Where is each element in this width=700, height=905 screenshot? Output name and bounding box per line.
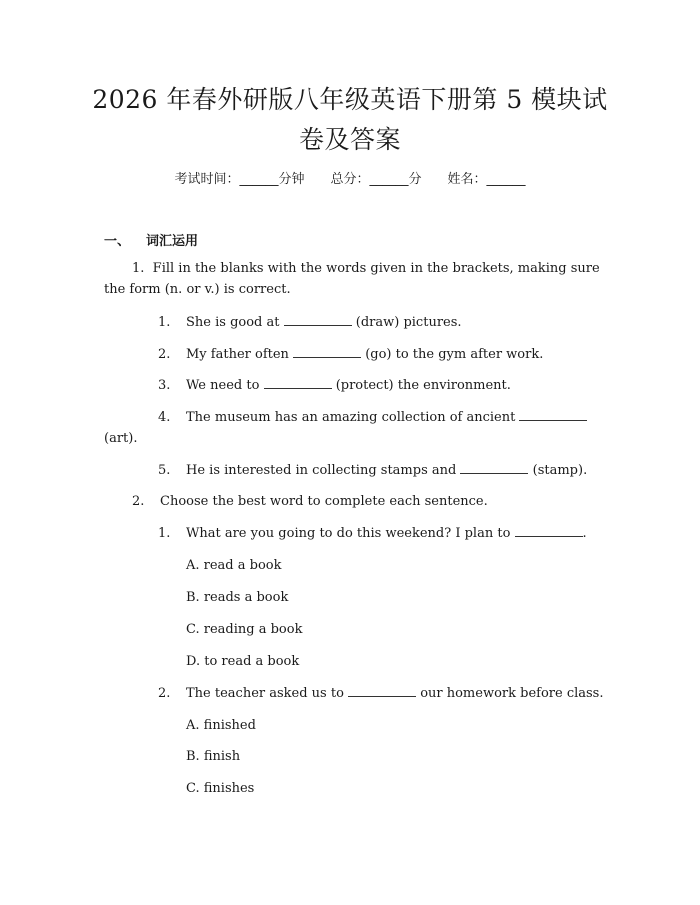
section-title: 词汇运用: [146, 234, 199, 249]
item-text-before: What are you going to do this weekend? I plan to: [186, 526, 511, 541]
q1-item-5: [158, 460, 587, 481]
q1-item-4: [158, 407, 587, 428]
time-label: 考试时间：: [174, 172, 240, 187]
score-label: 总分：: [330, 172, 370, 187]
item-text-before: The teacher asked us to: [186, 686, 344, 701]
title-line-1: 2026 年春外研版八年级英语下册第 5 模块试: [92, 85, 608, 114]
document-title: [90, 80, 610, 160]
answer-blank[interactable]: [264, 375, 332, 389]
item-text-after: (protect) the environment.: [335, 378, 511, 393]
item-text-before: The museum has an amazing collection of ancient: [186, 410, 516, 425]
item-number: 1.: [158, 315, 171, 330]
item-number: 3.: [158, 378, 171, 393]
q2-item-1-option-c[interactable]: C. reading a book: [186, 622, 303, 637]
item-text-after: (draw) pictures.: [355, 315, 462, 330]
item-text-after: (go) to the gym after work.: [365, 347, 544, 362]
item-number: 2.: [158, 686, 171, 701]
item-number: 1.: [158, 526, 171, 541]
section-number: 一、: [104, 234, 131, 249]
q1-item-2: [158, 344, 543, 365]
q2-item-2: [158, 683, 604, 704]
q2-item-1: [158, 523, 587, 544]
item-text-after: (stamp).: [532, 463, 588, 478]
time-unit: 分钟: [278, 172, 305, 187]
question-1-number: 1.: [132, 261, 145, 276]
answer-blank[interactable]: [348, 683, 416, 697]
q2-item-2-option-a[interactable]: A. finished: [186, 718, 256, 733]
answer-blank[interactable]: [515, 523, 583, 537]
time-blank: ______: [239, 172, 279, 187]
q2-item-2-option-c[interactable]: C. finishes: [186, 781, 255, 796]
answer-blank[interactable]: [293, 344, 361, 358]
item-number: 2.: [158, 347, 171, 362]
q1-item-3: [158, 375, 511, 396]
item-text-before: We need to: [186, 378, 260, 393]
item-text-before: She is good at: [186, 315, 280, 330]
question-2: [132, 491, 488, 512]
question-1-text: Fill in the blanks with the words given in the brackets, making sure the form (n. or v.) is correct.: [104, 261, 600, 297]
score-unit: 分: [408, 172, 422, 187]
question-2-number: 2.: [132, 494, 145, 509]
item-number: 5.: [158, 463, 171, 478]
item-text-before: My father often: [186, 347, 289, 362]
exam-meta: [0, 168, 700, 187]
item-text-after: our homework before class.: [420, 686, 604, 701]
name-label: 姓名：: [447, 172, 487, 187]
item-number: 4.: [158, 410, 171, 425]
item-text-after: (art).: [104, 431, 138, 446]
item-text-before: He is interested in collecting stamps and: [186, 463, 457, 478]
answer-blank[interactable]: [519, 407, 587, 421]
q2-item-1-option-b[interactable]: B. reads a book: [186, 590, 289, 605]
section-heading: [104, 230, 198, 249]
q1-item-1: [158, 312, 462, 333]
title-line-2: 卷及答案: [298, 125, 401, 154]
q2-item-1-option-a[interactable]: A. read a book: [186, 558, 282, 573]
q2-item-1-option-d[interactable]: D. to read a book: [186, 654, 300, 669]
score-blank: ______: [369, 172, 409, 187]
name-blank: ______: [486, 172, 526, 187]
q1-item-4-continued: [104, 428, 137, 449]
item-text-after: .: [582, 526, 587, 541]
answer-blank[interactable]: [284, 312, 352, 326]
answer-blank[interactable]: [460, 460, 528, 474]
question-2-text: Choose the best word to complete each sentence.: [160, 494, 488, 509]
q2-item-2-option-b[interactable]: B. finish: [186, 749, 241, 764]
question-1: [104, 258, 604, 300]
